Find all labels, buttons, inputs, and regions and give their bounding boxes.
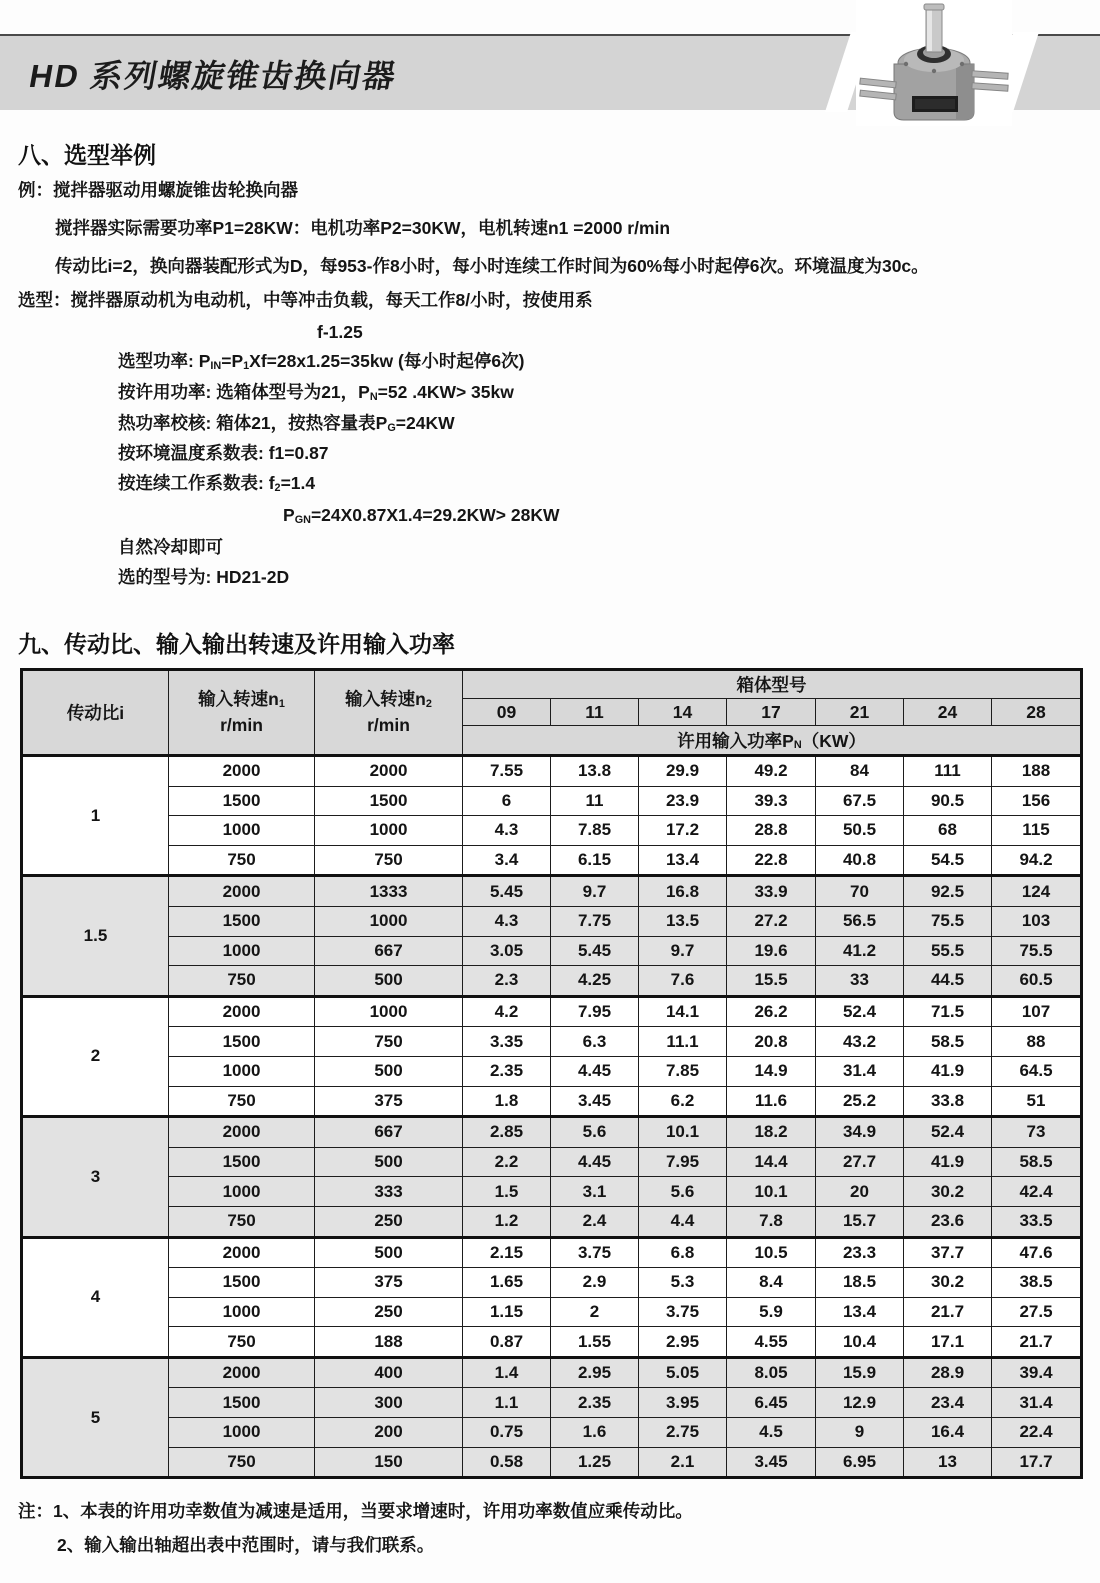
required-power-line: 搅拌器实际需要功率P1=28KW：电机功率P2=30KW，电机转速n1 =2000 r/min bbox=[55, 218, 671, 238]
gearbox-photo bbox=[856, 0, 1012, 126]
power-value-cell: 28.8 bbox=[727, 816, 816, 846]
power-value-cell: 2.35 bbox=[463, 1056, 551, 1086]
power-value-cell: 2.15 bbox=[463, 1237, 551, 1268]
power-value-cell: 4.3 bbox=[463, 906, 551, 936]
power-value-cell: 10.1 bbox=[639, 1117, 727, 1148]
table-row bbox=[22, 876, 1082, 907]
power-value-cell: 22.4 bbox=[992, 1418, 1082, 1448]
power-value-cell: 11 bbox=[551, 786, 639, 816]
ratio-cell: 3 bbox=[22, 1117, 169, 1237]
power-value-cell: 13.8 bbox=[551, 756, 639, 787]
power-table-wrapper bbox=[20, 668, 1083, 1479]
n1-column-header bbox=[169, 670, 315, 756]
power-value-cell: 17.1 bbox=[904, 1327, 992, 1358]
power-value-cell: 1.5 bbox=[463, 1177, 551, 1207]
power-value-cell: 27.2 bbox=[727, 906, 816, 936]
power-value-cell: 54.5 bbox=[904, 845, 992, 876]
power-value-cell: 1.65 bbox=[463, 1268, 551, 1298]
box-model-col: 11 bbox=[551, 699, 639, 726]
power-value-cell: 2.4 bbox=[551, 1206, 639, 1237]
power-value-cell: 23.9 bbox=[639, 786, 727, 816]
power-value-cell: 31.4 bbox=[992, 1388, 1082, 1418]
power-value-cell: 10.4 bbox=[816, 1327, 904, 1358]
example-intro-line: 例：搅拌器驱动用螺旋锥齿轮换向器 bbox=[18, 180, 298, 200]
power-value-cell: 5.45 bbox=[463, 876, 551, 907]
ratio-cell: 1.5 bbox=[22, 876, 169, 996]
n1-speed-cell: 1000 bbox=[169, 1056, 315, 1086]
power-value-cell: 26.2 bbox=[727, 996, 816, 1027]
power-value-cell: 12.9 bbox=[816, 1388, 904, 1418]
power-value-cell: 18.5 bbox=[816, 1268, 904, 1298]
allowed-power-line: 按许用功率: 选箱体型号为21，PN=52 .4KW> 35kw bbox=[118, 382, 514, 403]
ratio-column-header: 传动比i bbox=[22, 670, 169, 756]
box-model-header: 箱体型号 bbox=[463, 670, 1082, 699]
power-value-cell: 33.5 bbox=[992, 1206, 1082, 1237]
power-value-cell: 115 bbox=[992, 816, 1082, 846]
power-value-cell: 27.7 bbox=[816, 1147, 904, 1177]
power-value-cell: 11.6 bbox=[727, 1086, 816, 1117]
n2-speed-cell: 1000 bbox=[315, 996, 463, 1027]
power-value-cell: 3.75 bbox=[551, 1237, 639, 1268]
power-value-cell: 6.8 bbox=[639, 1237, 727, 1268]
n2-header-label: 输入转速n2 bbox=[345, 689, 432, 711]
n2-speed-cell: 375 bbox=[315, 1086, 463, 1117]
power-value-cell: 28.9 bbox=[904, 1357, 992, 1388]
power-value-cell: 21.7 bbox=[904, 1297, 992, 1327]
n1-speed-cell: 1500 bbox=[169, 1147, 315, 1177]
power-value-cell: 7.75 bbox=[551, 906, 639, 936]
power-value-cell: 18.2 bbox=[727, 1117, 816, 1148]
n1-speed-cell: 750 bbox=[169, 1206, 315, 1237]
n2-speed-cell: 250 bbox=[315, 1206, 463, 1237]
n1-header-unit: r/min bbox=[220, 714, 263, 735]
power-value-cell: 50.5 bbox=[816, 816, 904, 846]
power-value-cell: 3.75 bbox=[639, 1297, 727, 1327]
power-value-cell: 2.75 bbox=[639, 1418, 727, 1448]
power-table-body bbox=[22, 756, 1082, 1478]
table-row bbox=[22, 786, 1082, 816]
power-value-cell: 2.9 bbox=[551, 1268, 639, 1298]
power-value-cell: 1.6 bbox=[551, 1418, 639, 1448]
power-value-cell: 10.5 bbox=[727, 1237, 816, 1268]
power-value-cell: 1.15 bbox=[463, 1297, 551, 1327]
power-value-cell: 23.4 bbox=[904, 1388, 992, 1418]
gearbox-shaft-cap bbox=[924, 4, 944, 10]
n2-header-unit: r/min bbox=[367, 714, 410, 735]
power-value-cell: 22.8 bbox=[727, 845, 816, 876]
power-value-cell: 7.95 bbox=[551, 996, 639, 1027]
cooling-line: 自然冷却即可 bbox=[118, 537, 223, 557]
power-value-cell: 90.5 bbox=[904, 786, 992, 816]
power-value-cell: 15.9 bbox=[816, 1357, 904, 1388]
ambient-factor-line: 按环境温度系数表: f1=0.87 bbox=[118, 443, 329, 463]
n1-speed-cell: 1500 bbox=[169, 786, 315, 816]
n2-speed-cell: 1000 bbox=[315, 906, 463, 936]
power-value-cell: 5.45 bbox=[551, 936, 639, 966]
power-value-cell: 75.5 bbox=[992, 936, 1082, 966]
power-value-cell: 9 bbox=[816, 1418, 904, 1448]
power-value-cell: 2.85 bbox=[463, 1117, 551, 1148]
table-row bbox=[22, 1206, 1082, 1237]
ratio-cell: 5 bbox=[22, 1357, 169, 1477]
note-line-2: 2、输入输出轴超出表中范围时，请与我们联系。 bbox=[57, 1535, 435, 1555]
power-value-cell: 16.8 bbox=[639, 876, 727, 907]
section-9-heading: 九、传动比、输入输出转速及许用输入功率 bbox=[18, 631, 455, 657]
power-value-cell: 58.5 bbox=[992, 1147, 1082, 1177]
power-value-cell: 67.5 bbox=[816, 786, 904, 816]
table-row bbox=[22, 1177, 1082, 1207]
selection-line: 选型：搅拌器原动机为电动机，中等冲击负载，每天工作8/小时，按使用系 bbox=[18, 290, 593, 310]
ratio-condition-line: 传动比i=2，换向器装配形式为D，每953-作8小时，每小时连续工作时间为60%每小时起停6次。环境温度为30c。 bbox=[55, 256, 929, 276]
n1-speed-cell: 1500 bbox=[169, 1027, 315, 1057]
gearbox-left-shaft-2 bbox=[860, 90, 896, 100]
box-model-col: 24 bbox=[904, 699, 992, 726]
power-table-head bbox=[22, 670, 1082, 756]
power-value-cell: 4.4 bbox=[639, 1206, 727, 1237]
power-value-cell: 71.5 bbox=[904, 996, 992, 1027]
power-value-cell: 5.6 bbox=[639, 1177, 727, 1207]
power-value-cell: 15.5 bbox=[727, 966, 816, 997]
n2-speed-cell: 667 bbox=[315, 1117, 463, 1148]
table-row bbox=[22, 1086, 1082, 1117]
power-value-cell: 13.5 bbox=[639, 906, 727, 936]
power-value-cell: 84 bbox=[816, 756, 904, 787]
n2-speed-cell: 750 bbox=[315, 1027, 463, 1057]
power-value-cell: 1.55 bbox=[551, 1327, 639, 1358]
n2-speed-cell: 400 bbox=[315, 1357, 463, 1388]
power-value-cell: 4.5 bbox=[727, 1418, 816, 1448]
power-value-cell: 5.05 bbox=[639, 1357, 727, 1388]
table-row bbox=[22, 845, 1082, 876]
power-value-cell: 30.2 bbox=[904, 1268, 992, 1298]
n1-speed-cell: 2000 bbox=[169, 756, 315, 787]
n1-speed-cell: 1000 bbox=[169, 1418, 315, 1448]
power-value-cell: 7.55 bbox=[463, 756, 551, 787]
power-value-cell: 55.5 bbox=[904, 936, 992, 966]
power-value-cell: 3.45 bbox=[727, 1447, 816, 1478]
n1-speed-cell: 1000 bbox=[169, 1297, 315, 1327]
power-value-cell: 13 bbox=[904, 1447, 992, 1478]
note-line-1: 注：1、本表的许用功幸数值为减速是适用，当要求增速时，许用功率数值应乘传动比。 bbox=[18, 1501, 693, 1521]
gearbox-body-side bbox=[956, 64, 974, 120]
power-value-cell: 16.4 bbox=[904, 1418, 992, 1448]
n1-speed-cell: 1500 bbox=[169, 1388, 315, 1418]
power-value-cell: 60.5 bbox=[992, 966, 1082, 997]
power-value-cell: 5.6 bbox=[551, 1117, 639, 1148]
power-value-cell: 51 bbox=[992, 1086, 1082, 1117]
power-value-cell: 33.8 bbox=[904, 1086, 992, 1117]
n2-column-header bbox=[315, 670, 463, 756]
power-value-cell: 8.4 bbox=[727, 1268, 816, 1298]
power-value-cell: 5.9 bbox=[727, 1297, 816, 1327]
power-value-cell: 17.2 bbox=[639, 816, 727, 846]
gearbox-shaft-highlight bbox=[927, 7, 932, 51]
n1-speed-cell: 2000 bbox=[169, 1357, 315, 1388]
power-value-cell: 0.75 bbox=[463, 1418, 551, 1448]
table-row bbox=[22, 1388, 1082, 1418]
power-value-cell: 58.5 bbox=[904, 1027, 992, 1057]
power-value-cell: 7.85 bbox=[551, 816, 639, 846]
table-row bbox=[22, 966, 1082, 997]
n2-speed-cell: 500 bbox=[315, 1056, 463, 1086]
power-value-cell: 44.5 bbox=[904, 966, 992, 997]
table-row bbox=[22, 816, 1082, 846]
power-value-cell: 41.2 bbox=[816, 936, 904, 966]
power-value-cell: 49.2 bbox=[727, 756, 816, 787]
power-value-cell: 7.85 bbox=[639, 1056, 727, 1086]
ratio-cell: 4 bbox=[22, 1237, 169, 1357]
power-value-cell: 70 bbox=[816, 876, 904, 907]
power-value-cell: 17.7 bbox=[992, 1447, 1082, 1478]
power-value-cell: 6.95 bbox=[816, 1447, 904, 1478]
gearbox-right-shaft-2 bbox=[972, 83, 1008, 91]
power-value-cell: 13.4 bbox=[816, 1297, 904, 1327]
gearbox-bolt bbox=[960, 62, 964, 66]
power-value-cell: 21.7 bbox=[992, 1327, 1082, 1358]
n1-speed-cell: 1000 bbox=[169, 816, 315, 846]
n2-speed-cell: 333 bbox=[315, 1177, 463, 1207]
power-value-cell: 6.2 bbox=[639, 1086, 727, 1117]
n1-speed-cell: 2000 bbox=[169, 1237, 315, 1268]
power-value-cell: 188 bbox=[992, 756, 1082, 787]
power-value-cell: 2.95 bbox=[551, 1357, 639, 1388]
power-value-cell: 56.5 bbox=[816, 906, 904, 936]
power-value-cell: 31.4 bbox=[816, 1056, 904, 1086]
power-value-cell: 13.4 bbox=[639, 845, 727, 876]
power-value-cell: 40.8 bbox=[816, 845, 904, 876]
gearbox-bolt bbox=[904, 62, 908, 66]
table-row bbox=[22, 1357, 1082, 1388]
power-value-cell: 9.7 bbox=[551, 876, 639, 907]
power-value-cell: 29.9 bbox=[639, 756, 727, 787]
power-value-cell: 103 bbox=[992, 906, 1082, 936]
power-value-cell: 6.15 bbox=[551, 845, 639, 876]
power-value-cell: 3.05 bbox=[463, 936, 551, 966]
power-value-cell: 1.4 bbox=[463, 1357, 551, 1388]
power-value-cell: 0.58 bbox=[463, 1447, 551, 1478]
ratio-cell: 1 bbox=[22, 756, 169, 876]
power-value-cell: 2.2 bbox=[463, 1147, 551, 1177]
n2-speed-cell: 1500 bbox=[315, 786, 463, 816]
table-row bbox=[22, 1327, 1082, 1358]
table-row bbox=[22, 756, 1082, 787]
table-row bbox=[22, 1297, 1082, 1327]
power-value-cell: 75.5 bbox=[904, 906, 992, 936]
n2-speed-cell: 2000 bbox=[315, 756, 463, 787]
n1-speed-cell: 750 bbox=[169, 1447, 315, 1478]
power-value-cell: 20.8 bbox=[727, 1027, 816, 1057]
box-model-col: 21 bbox=[816, 699, 904, 726]
table-row bbox=[22, 1027, 1082, 1057]
power-value-cell: 34.9 bbox=[816, 1117, 904, 1148]
n1-speed-cell: 1500 bbox=[169, 906, 315, 936]
box-model-col: 09 bbox=[463, 699, 551, 726]
power-value-cell: 4.45 bbox=[551, 1147, 639, 1177]
power-value-cell: 92.5 bbox=[904, 876, 992, 907]
power-value-cell: 38.5 bbox=[992, 1268, 1082, 1298]
power-value-cell: 7.95 bbox=[639, 1147, 727, 1177]
power-value-cell: 33 bbox=[816, 966, 904, 997]
table-row bbox=[22, 906, 1082, 936]
power-value-cell: 6.3 bbox=[551, 1027, 639, 1057]
power-value-cell: 2 bbox=[551, 1297, 639, 1327]
power-value-cell: 1.8 bbox=[463, 1086, 551, 1117]
n2-speed-cell: 188 bbox=[315, 1327, 463, 1358]
power-value-cell: 19.6 bbox=[727, 936, 816, 966]
power-value-cell: 27.5 bbox=[992, 1297, 1082, 1327]
power-value-cell: 42.4 bbox=[992, 1177, 1082, 1207]
power-value-cell: 64.5 bbox=[992, 1056, 1082, 1086]
power-value-cell: 41.9 bbox=[904, 1056, 992, 1086]
n2-speed-cell: 1000 bbox=[315, 816, 463, 846]
power-value-cell: 4.45 bbox=[551, 1056, 639, 1086]
n2-speed-cell: 1333 bbox=[315, 876, 463, 907]
power-value-cell: 20 bbox=[816, 1177, 904, 1207]
power-value-cell: 11.1 bbox=[639, 1027, 727, 1057]
table-row bbox=[22, 1268, 1082, 1298]
power-value-cell: 10.1 bbox=[727, 1177, 816, 1207]
power-value-cell: 4.55 bbox=[727, 1327, 816, 1358]
power-value-cell: 124 bbox=[992, 876, 1082, 907]
power-value-cell: 37.7 bbox=[904, 1237, 992, 1268]
n1-speed-cell: 2000 bbox=[169, 996, 315, 1027]
n2-speed-cell: 500 bbox=[315, 1147, 463, 1177]
power-value-cell: 0.87 bbox=[463, 1327, 551, 1358]
power-value-cell: 107 bbox=[992, 996, 1082, 1027]
power-value-cell: 23.6 bbox=[904, 1206, 992, 1237]
power-value-cell: 52.4 bbox=[816, 996, 904, 1027]
power-value-cell: 3.1 bbox=[551, 1177, 639, 1207]
power-value-cell: 39.3 bbox=[727, 786, 816, 816]
n2-speed-cell: 667 bbox=[315, 936, 463, 966]
power-value-cell: 39.4 bbox=[992, 1357, 1082, 1388]
box-model-col: 28 bbox=[992, 699, 1082, 726]
power-value-cell: 41.9 bbox=[904, 1147, 992, 1177]
n1-speed-cell: 750 bbox=[169, 966, 315, 997]
table-row bbox=[22, 1147, 1082, 1177]
table-row bbox=[22, 1237, 1082, 1268]
power-value-cell: 111 bbox=[904, 756, 992, 787]
n2-speed-cell: 750 bbox=[315, 845, 463, 876]
power-value-cell: 1.25 bbox=[551, 1447, 639, 1478]
n1-speed-cell: 750 bbox=[169, 845, 315, 876]
chosen-model-line: 选的型号为: HD21-2D bbox=[118, 567, 290, 587]
power-value-cell: 30.2 bbox=[904, 1177, 992, 1207]
gearbox-bolt bbox=[932, 69, 936, 73]
power-value-cell: 3.45 bbox=[551, 1086, 639, 1117]
selected-power-line: 选型功率: PIN=P1Xf=28x1.25=35kw (每小时起停6次) bbox=[118, 351, 525, 372]
allowed-input-power-header: 许用输入功率PN（KW） bbox=[463, 726, 1082, 756]
n2-speed-cell: 150 bbox=[315, 1447, 463, 1478]
power-value-cell: 7.6 bbox=[639, 966, 727, 997]
table-row bbox=[22, 1117, 1082, 1148]
n2-speed-cell: 500 bbox=[315, 1237, 463, 1268]
section-8-heading: 八、选型举例 bbox=[18, 142, 156, 168]
power-value-cell: 4.3 bbox=[463, 816, 551, 846]
power-value-cell: 4.25 bbox=[551, 966, 639, 997]
power-value-cell: 156 bbox=[992, 786, 1082, 816]
n1-speed-cell: 750 bbox=[169, 1327, 315, 1358]
n2-speed-cell: 500 bbox=[315, 966, 463, 997]
box-model-col: 14 bbox=[639, 699, 727, 726]
power-value-cell: 2.1 bbox=[639, 1447, 727, 1478]
power-value-cell: 2.3 bbox=[463, 966, 551, 997]
n2-speed-cell: 375 bbox=[315, 1268, 463, 1298]
gearbox-nameplate-inner bbox=[915, 99, 955, 109]
table-row bbox=[22, 936, 1082, 966]
power-value-cell: 68 bbox=[904, 816, 992, 846]
box-model-col: 17 bbox=[727, 699, 816, 726]
power-value-cell: 25.2 bbox=[816, 1086, 904, 1117]
power-value-cell: 5.3 bbox=[639, 1268, 727, 1298]
n1-speed-cell: 2000 bbox=[169, 876, 315, 907]
service-factor-line: f-1.25 bbox=[317, 322, 363, 342]
table-row bbox=[22, 1056, 1082, 1086]
power-value-cell: 52.4 bbox=[904, 1117, 992, 1148]
power-value-cell: 47.6 bbox=[992, 1237, 1082, 1268]
power-value-cell: 3.95 bbox=[639, 1388, 727, 1418]
ratio-cell: 2 bbox=[22, 996, 169, 1116]
power-value-cell: 73 bbox=[992, 1117, 1082, 1148]
power-table bbox=[20, 668, 1083, 1479]
n1-speed-cell: 750 bbox=[169, 1086, 315, 1117]
power-value-cell: 3.35 bbox=[463, 1027, 551, 1057]
table-row bbox=[22, 1447, 1082, 1478]
table-row bbox=[22, 996, 1082, 1027]
n2-speed-cell: 200 bbox=[315, 1418, 463, 1448]
power-value-cell: 8.05 bbox=[727, 1357, 816, 1388]
gearbox-right-shaft-1 bbox=[972, 71, 1008, 79]
power-value-cell: 9.7 bbox=[639, 936, 727, 966]
n1-speed-cell: 1000 bbox=[169, 936, 315, 966]
power-value-cell: 14.1 bbox=[639, 996, 727, 1027]
n1-header-label: 输入转速n1 bbox=[198, 689, 285, 711]
power-value-cell: 4.2 bbox=[463, 996, 551, 1027]
power-value-cell: 2.35 bbox=[551, 1388, 639, 1418]
n2-speed-cell: 300 bbox=[315, 1388, 463, 1418]
power-value-cell: 1.2 bbox=[463, 1206, 551, 1237]
power-value-cell: 88 bbox=[992, 1027, 1082, 1057]
power-value-cell: 23.3 bbox=[816, 1237, 904, 1268]
power-value-cell: 94.2 bbox=[992, 845, 1082, 876]
power-value-cell: 14.4 bbox=[727, 1147, 816, 1177]
power-value-cell: 6.45 bbox=[727, 1388, 816, 1418]
page-title: HD 系列螺旋锥齿换向器 bbox=[26, 58, 401, 94]
power-value-cell: 14.9 bbox=[727, 1056, 816, 1086]
pgn-result-line: PGN=24X0.87X1.4=29.2KW> 28KW bbox=[283, 505, 560, 526]
thermal-check-line: 热功率校核: 箱体21，按热容量表PG=24KW bbox=[118, 413, 455, 434]
power-value-cell: 1.1 bbox=[463, 1388, 551, 1418]
power-value-cell: 43.2 bbox=[816, 1027, 904, 1057]
duty-factor-line: 按连续工作系数表: f2=1.4 bbox=[118, 473, 316, 494]
power-value-cell: 15.7 bbox=[816, 1206, 904, 1237]
gearbox-left-shaft-1 bbox=[860, 78, 896, 88]
power-value-cell: 2.95 bbox=[639, 1327, 727, 1358]
n1-speed-cell: 1500 bbox=[169, 1268, 315, 1298]
n1-speed-cell: 2000 bbox=[169, 1117, 315, 1148]
power-value-cell: 6 bbox=[463, 786, 551, 816]
table-row bbox=[22, 1418, 1082, 1448]
power-value-cell: 7.8 bbox=[727, 1206, 816, 1237]
gearbox-illustration bbox=[856, 0, 1012, 126]
power-value-cell: 3.4 bbox=[463, 845, 551, 876]
power-value-cell: 33.9 bbox=[727, 876, 816, 907]
n2-speed-cell: 250 bbox=[315, 1297, 463, 1327]
n1-speed-cell: 1000 bbox=[169, 1177, 315, 1207]
